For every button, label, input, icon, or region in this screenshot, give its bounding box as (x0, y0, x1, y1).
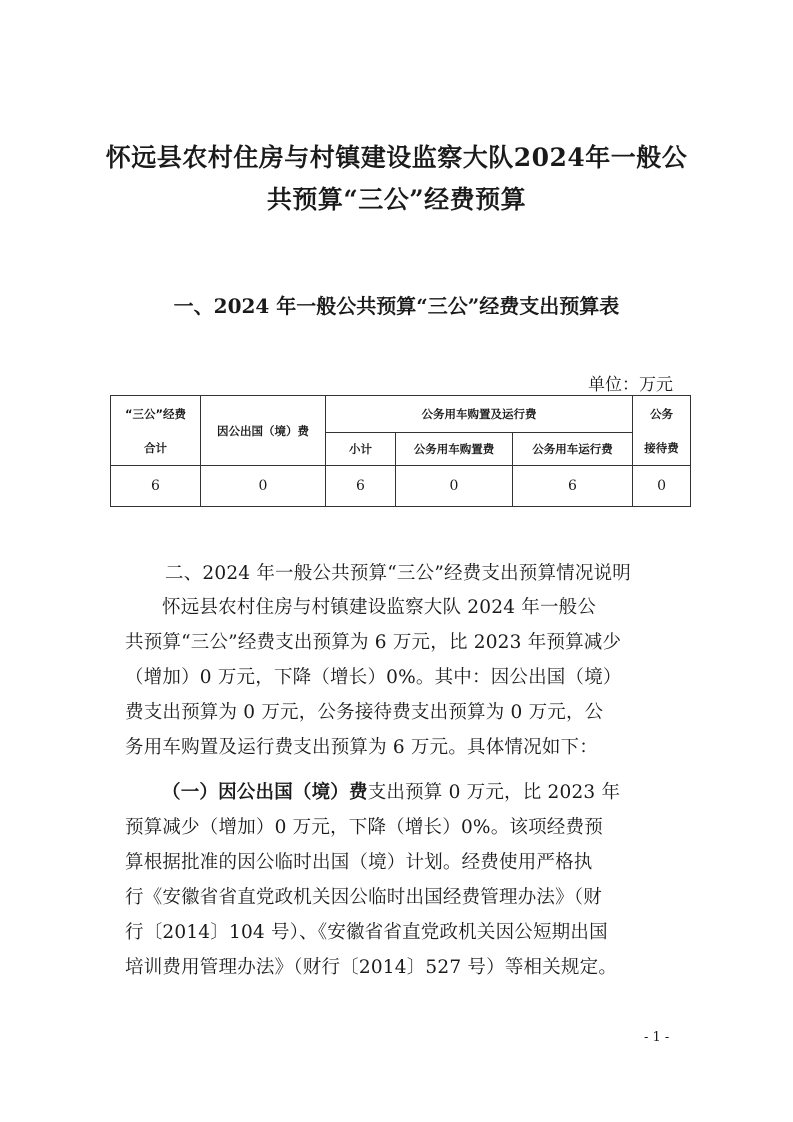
header-vehicle-purchase: 公务用车购置费 (396, 433, 513, 466)
header-total-bottom: 合计 (144, 440, 167, 455)
header-vehicle-group: 公务用车购置及运行费 (326, 396, 633, 433)
header-total (111, 396, 201, 466)
subsection-1 (125, 775, 685, 985)
header-subtotal: 小计 (326, 433, 396, 466)
subsection-1-line-4: 行《安徽省省直党政机关因公临时出国经费管理办法》（财 (125, 887, 602, 908)
header-total-top: “三公”经费 (124, 406, 187, 421)
body-line-2: 共预算“三公”经费支出预算为 6 万元，比 2023 年预算减少 (125, 632, 622, 653)
value-reception: 0 (633, 466, 691, 507)
body-line-3: （增加）0 万元，下降（增长）0%。其中：因公出国（境） (125, 667, 622, 688)
header-reception (633, 396, 691, 466)
body-line-5: 务用车购置及运行费支出预算为 6 万元。具体情况如下： (125, 737, 598, 758)
section-1-heading: 一、2024 年一般公共预算“三公”经费支出预算表 (173, 294, 620, 318)
value-subtotal: 6 (326, 466, 396, 507)
header-vehicle-operation: 公务用车运行费 (513, 433, 633, 466)
subsection-1-line-2: 预算减少（增加）0 万元，下降（增长）0%。该项经费预 (125, 817, 603, 838)
unit-label: 单位：万元 (588, 375, 673, 395)
value-overseas: 0 (201, 466, 326, 507)
header-overseas: 因公出国（境）费 (201, 396, 326, 466)
document-title-line-2: 共预算“三公”经费预算 (266, 185, 527, 214)
page-number: - 1 - (644, 1030, 670, 1045)
value-total: 6 (111, 466, 201, 507)
value-vehicle-purchase: 0 (396, 466, 513, 507)
subsection-1-first-line (125, 775, 685, 810)
subsection-1-first-line-rest: 支出预算 0 万元，比 2023 年 (367, 782, 621, 803)
table-header-row-1 (111, 396, 691, 433)
value-vehicle-operation: 6 (513, 466, 633, 507)
header-reception-bottom: 接待费 (644, 440, 679, 455)
subsection-1-label: （一）因公出国（境）费 (162, 782, 368, 803)
section-2-body (125, 590, 685, 765)
section-2-heading: 二、2024 年一般公共预算“三公”经费支出预算情况说明 (165, 563, 631, 584)
document-title-line-1: 怀远县农村住房与村镇建设监察大队2024年一般公 (105, 143, 688, 172)
header-reception-top: 公务 (650, 406, 674, 421)
subsection-1-line-3: 算根据批准的因公临时出国（境）计划。经费使用严格执 (125, 852, 593, 873)
budget-table (110, 395, 691, 507)
body-line-1: 怀远县农村住房与村镇建设监察大队 2024 年一般公 (162, 597, 597, 618)
subsection-1-line-6: 培训费用管理办法》（财行〔2014〕527 号）等相关规定。 (125, 957, 618, 978)
table-row (111, 466, 691, 507)
body-line-4: 费支出预算为 0 万元，公务接待费支出预算为 0 万元，公 (125, 702, 604, 723)
subsection-1-line-5: 行〔2014〕104 号）、《安徽省省直党政机关因公短期出国 (125, 922, 608, 943)
